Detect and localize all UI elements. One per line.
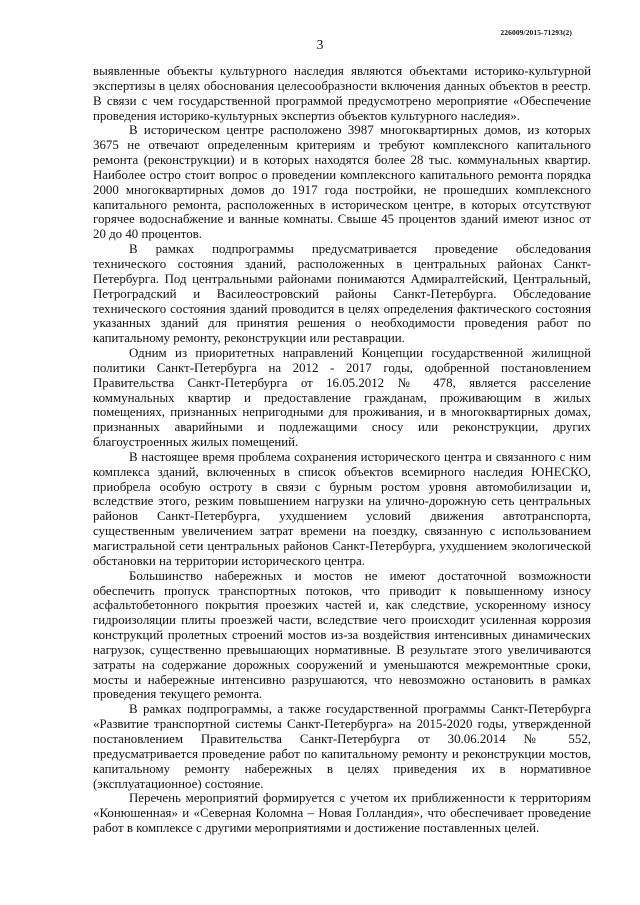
paragraph: В рамках подпрограммы, а также государственной программы Санкт-Петербурга «Развитие транспортной системы Санкт-Петербурга» на 2015-2020 годы, утвержденной постановлением Правительства Санкт-Петербурга от 30.06.2014 № 552, предусматривается проведение работ по капитальному ремонту и реконструкции мостов, капитальному ремонту набережных в целях приведения их в нормативное (эксплуатационное) состояние. bbox=[93, 702, 591, 791]
paragraph: Одним из приоритетных направлений Концепции государственной жилищной политики Санкт-Петербурга на 2012 - 2017 годы, одобренной постановлением Правительства Санкт-Петербурга от 16.05.2012 № 478, является расселение коммунальных квартир и предоставление гражданам, проживающим в жилых помещениях, признанных непригодными для проживания, и в многоквартирных домах, признанных аварийными и подлежащими сносу или реконструкции, других благоустроенных жилых помещений. bbox=[93, 346, 591, 450]
paragraph: Перечень мероприятий формируется с учетом их приближенности к территориям «Конюшенная» и «Северная Коломна – Новая Голландия», что обеспечивает проведение работ в комплексе с другими мероприятиями и достижение поставленных целей. bbox=[93, 791, 591, 836]
paragraph: выявленные объекты культурного наследия являются объектами историко-культурной экспертизы в целях обоснования целесообразности включения данных объектов в реестр. В связи с чем государственной программой предусмотрено мероприятие «Обеспечение проведения историко-культурных экспертиз объектов культурного наследия». bbox=[93, 64, 591, 123]
paragraph: В настоящее время проблема сохранения исторического центра и связанного с ним комплекса зданий, включенных в список объектов всемирного наследия ЮНЕСКО, приобрела особую остроту в связи с бурным ростом уровня автомобилизации и, вследствие этого, резким повышением нагрузки на улично-дорожную сеть центральных районов Санкт-Петербурга, ухудшением условий движения автотранспорта, существенным увеличением затрат времени на поездку, связанную с использованием магистральной сети центральных районов Санкт-Петербурга, ухудшением экологической обстановки на территории исторического центра. bbox=[93, 449, 591, 568]
page-number: 3 bbox=[316, 37, 324, 52]
paragraph: В рамках подпрограммы предусматривается проведение обследования технического состояния зданий, расположенных в центральных районах Санкт-Петербурга. Под центральными районами понимаются Адмиралтейский, Центральный, Петроградский и Василеостровский районы Санкт-Петербурга. Обследование технического состояния зданий проводится в целях определения фактического состояния указанных зданий для принятия решения о необходимости проведения работ по капитальному ремонту, реконструкции или реставрации. bbox=[93, 242, 591, 346]
document-body bbox=[93, 64, 591, 836]
paragraph: В историческом центре расположено 3987 многоквартирных домов, из которых 3675 не отвечают определенным критериям и требуют комплексного капитального ремонта (реконструкции) и в которых находятся более 28 тыс. коммунальных квартир. Наиболее остро стоит вопрос о проведении комплексного капитального ремонта порядка 2000 многоквартирных домов до 1917 года постройки, не прошедших комплексного капитального ремонта, расположенных в историческом центре, в которых отсутствуют горячее водоснабжение и ванные комнаты. Свыше 45 процентов зданий имеют износ от 20 до 40 процентов. bbox=[93, 123, 591, 242]
paragraph: Большинство набережных и мостов не имеют достаточной возможности обеспечить пропуск транспортных потоков, что приводит к повышенному износу асфальтобетонного покрытия проезжих частей и, как следствие, ускоренному износу гидроизоляции плиты проезжей части, вследствие чего происходит усиленная коррозия конструкций пролетных строений мостов из-за воздействия интенсивных динамических нагрузок, существенно превышающих нормативные. В результате этого увеличиваются затраты на содержание дорожных сооружений и уменьшаются межремонтные сроки, мосты и набережные интенсивно разрушаются, что невозможно остановить в рамках проведения текущего ремонта. bbox=[93, 568, 591, 702]
document-registration-number: 226009/2015-71293(2) bbox=[500, 28, 572, 37]
